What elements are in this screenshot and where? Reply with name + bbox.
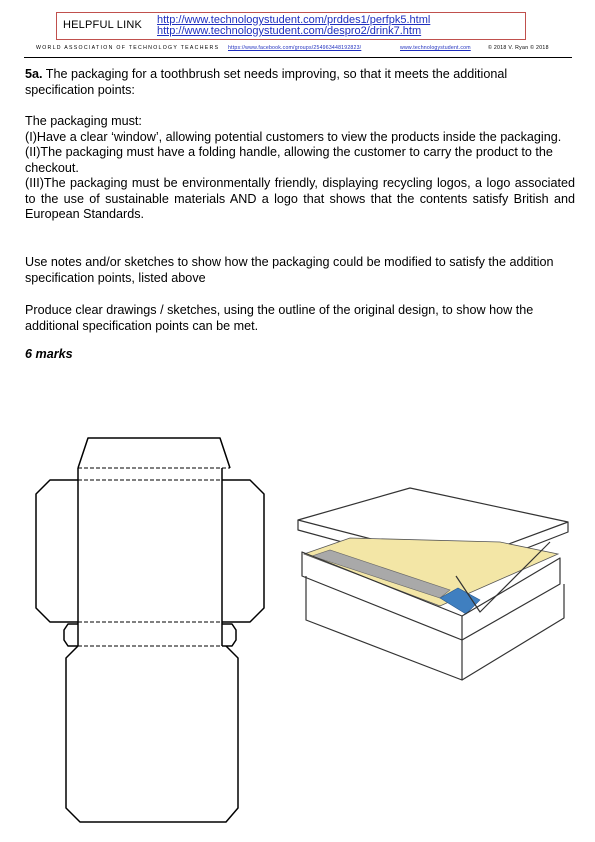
spec-point-2: (II)The packaging must have a folding handle, allowing the customer to carry the product to the checkout.	[25, 145, 553, 175]
header-divider	[24, 57, 572, 58]
box-net-drawing	[20, 430, 280, 830]
spec-point-1: (I)Have a clear ‘window’, allowing potential customers to view the products inside the packaging.	[25, 129, 562, 144]
marks-label: 6 marks	[25, 347, 73, 361]
question-intro	[25, 67, 575, 98]
helpful-link-1[interactable]: http://www.technologystudent.com/prddes1/perfpk5.html	[157, 14, 431, 26]
spec-point-3: (III)The packaging must be environmentally friendly, displaying recycling logos, a logo associated to the use of sustainable materials AND a logo that shows that the contents satisfy British and European Standards.	[25, 176, 575, 221]
helpful-link-box	[56, 12, 526, 40]
helpful-link-label: HELPFUL LINK	[63, 19, 143, 31]
notes-instruction: Use notes and/or sketches to show how the packaging could be modified to satisfy the addition specification points, listed above	[25, 255, 554, 285]
facebook-link[interactable]: https://www.facebook.com/groups/254963448192823/	[228, 45, 362, 51]
helpful-link-2[interactable]: http://www.technologystudent.com/despro2/drink7.htm	[157, 25, 422, 37]
must-heading: The packaging must:	[25, 114, 142, 128]
site-link[interactable]: www.technologystudent.com	[400, 45, 471, 51]
produce-instruction: Produce clear drawings / sketches, using the outline of the original design, to show how the additional specification points can be met.	[25, 303, 534, 333]
copyright-text: © 2018 V. Ryan © 2018	[488, 45, 549, 51]
specification-list	[25, 114, 575, 223]
question-intro-text: The packaging for a toothbrush set needs improving, so that it meets the additional specification points:	[25, 67, 508, 97]
toothbrush-box-sketch	[290, 480, 580, 700]
association-text: WORLD ASSOCIATION OF TECHNOLOGY TEACHERS	[36, 45, 220, 51]
question-number: 5a.	[25, 67, 43, 81]
